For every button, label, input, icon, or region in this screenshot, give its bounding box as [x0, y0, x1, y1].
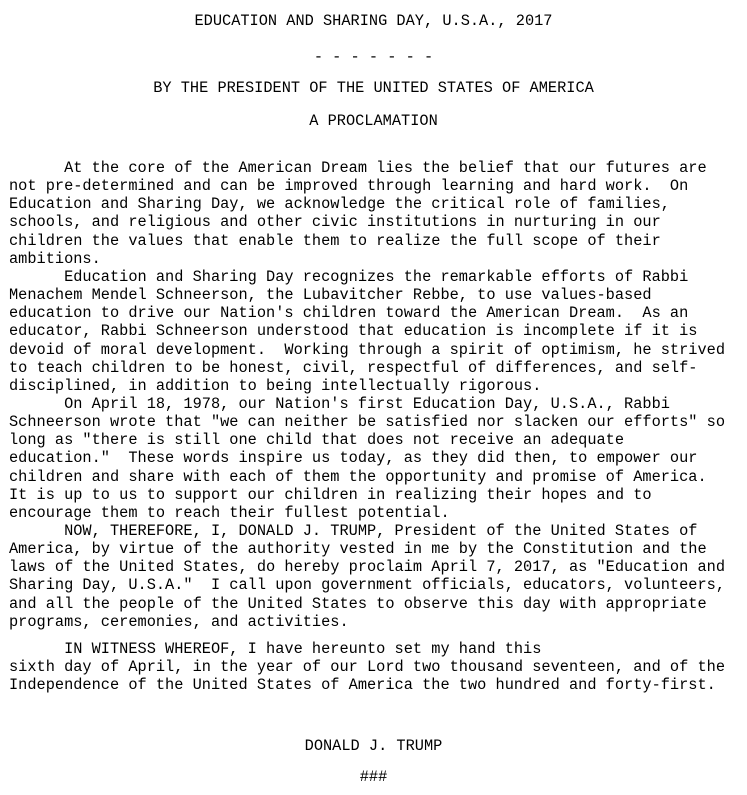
paragraph-1 — [9, 159, 744, 268]
paragraph-line: children the values that enable them to realize the full scope of their — [9, 231, 661, 250]
paragraph-5 — [9, 640, 744, 694]
paragraph-line: educator, Rabbi Schneerson understood that education is incomplete if it is — [9, 322, 698, 341]
paragraph-line: sixth day of April, in the year of our Lord two thousand seventeen, and of the — [9, 658, 726, 677]
paragraph-line: long as "there is still one child that does not receive an adequate — [9, 431, 625, 450]
paragraph-line: education to drive our Nation's children toward the American Dream. As an — [9, 304, 689, 323]
proclamation-heading: A PROCLAMATION — [309, 112, 438, 130]
paragraph-line: to teach children to be honest, civil, respectful of differences, and self- — [9, 358, 698, 377]
paragraph-line: encourage them to reach their fullest potential. — [9, 503, 450, 522]
paragraph-line: laws of the United States, do hereby proclaim April 7, 2017, as "Education and — [9, 558, 726, 577]
paragraph-line: At the core of the American Dream lies the belief that our futures are — [9, 159, 707, 177]
byline: BY THE PRESIDENT OF THE UNITED STATES OF AMERICA — [153, 79, 594, 97]
paragraph-line: Independence of the United States of America the two hundred and forty-first. — [9, 676, 716, 695]
paragraph-4 — [9, 522, 744, 631]
paragraph-line: On April 18, 1978, our Nation's first Education Day, U.S.A., Rabbi — [9, 395, 670, 413]
paragraph-line: education." These words inspire us today, as they did then, to empower our — [9, 449, 698, 468]
paragraph-line: schools, and religious and other civic institutions in nurturing in our — [9, 213, 661, 232]
paragraph-line: not pre-determined and can be improved through learning and hard work. On — [9, 177, 689, 196]
paragraph-line: NOW, THEREFORE, I, DONALD J. TRUMP, President of the United States of — [9, 522, 698, 540]
paragraph-line: programs, ceremonies, and activities. — [9, 612, 349, 631]
paragraph-line: Menachem Mendel Schneerson, the Lubavitcher Rebbe, to use values-based — [9, 286, 652, 305]
paragraph-line: devoid of moral development. Working through a spirit of optimism, he strived — [9, 340, 726, 359]
document-title: EDUCATION AND SHARING DAY, U.S.A., 2017 — [194, 12, 553, 30]
paragraph-line: It is up to us to support our children in realizing their hopes and to — [9, 485, 652, 504]
paragraph-3 — [9, 395, 744, 522]
paragraph-line: and all the people of the United States to observe this day with appropriate — [9, 594, 707, 613]
paragraph-line: America, by virtue of the authority vested in me by the Constitution and the — [9, 540, 707, 559]
paragraph-line: Sharing Day, U.S.A." I call upon government officials, educators, volunteers, — [9, 576, 726, 595]
paragraph-line: Education and Sharing Day, we acknowledge the critical role of families, — [9, 195, 670, 214]
paragraph-line: Education and Sharing Day recognizes the remarkable efforts of Rabbi — [9, 268, 689, 286]
paragraph-line: IN WITNESS WHEREOF, I have hereunto set my hand this — [9, 640, 542, 658]
paragraph-2 — [9, 268, 744, 395]
paragraph-line: ambitions. — [9, 249, 101, 268]
signature: DONALD J. TRUMP — [304, 737, 443, 755]
paragraph-line: Schneerson wrote that "we can neither be satisfied nor slacken our efforts" so — [9, 413, 726, 432]
separator-dashes: - - - - - - - — [313, 48, 434, 66]
paragraph-line: children and share with each of them the opportunity and promise of America. — [9, 467, 707, 486]
paragraph-line: disciplined, in addition to being intellectually rigorous. — [9, 376, 542, 395]
end-mark: ### — [359, 768, 388, 786]
